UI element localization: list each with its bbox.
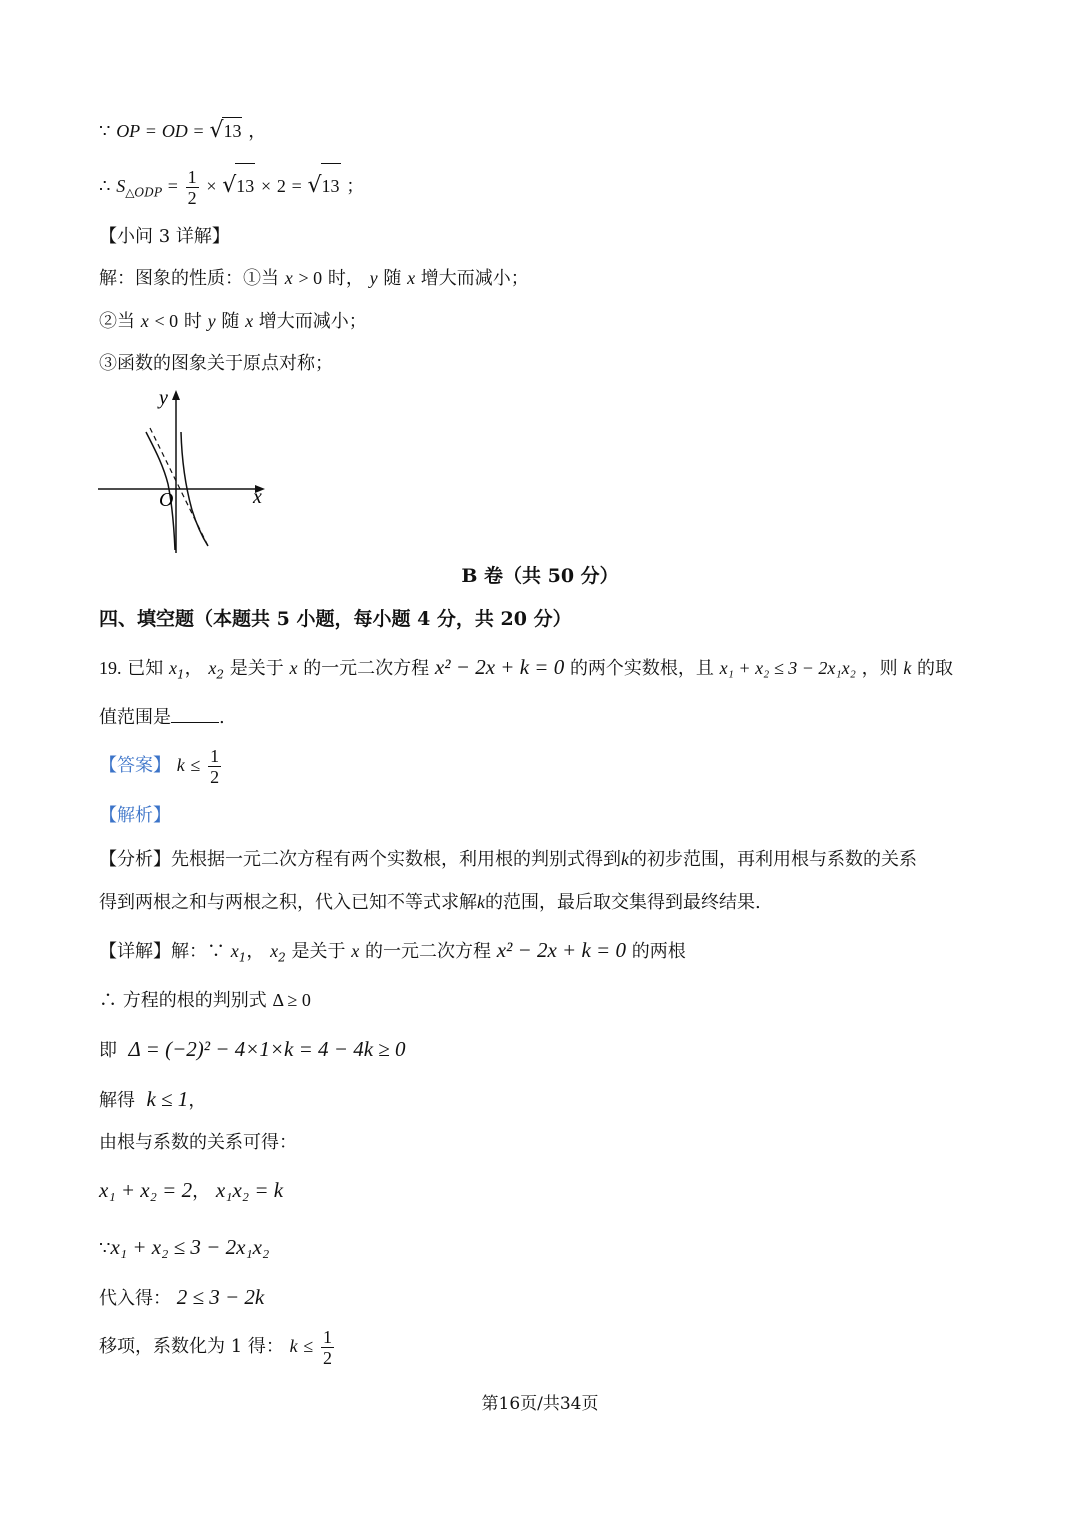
equation: x² − 2x + k = 0 bbox=[434, 655, 565, 679]
expression: x₁ + x₂ = 2 bbox=[99, 1178, 193, 1202]
text: 的取 bbox=[917, 658, 954, 679]
equals-sign: = bbox=[193, 121, 204, 141]
denominator: 2 bbox=[210, 766, 220, 787]
var-k: k bbox=[621, 849, 629, 869]
equals-sign: = bbox=[291, 176, 302, 196]
step-given bbox=[99, 1234, 269, 1262]
text: ②当 bbox=[99, 311, 135, 332]
y-axis-label: y bbox=[159, 388, 168, 409]
text: 的初步范围，再利用根与系数的关系 bbox=[629, 849, 917, 870]
le-sign: ≤ bbox=[190, 755, 201, 775]
property-line-3: ③函数的图象关于原点对称； bbox=[99, 353, 333, 374]
subquestion-3-heading: 【小问 3 详解】 bbox=[99, 226, 230, 247]
var-x2: x bbox=[208, 658, 217, 678]
fraction-half bbox=[208, 746, 221, 787]
text: 是关于 bbox=[229, 658, 284, 679]
var-k: k bbox=[289, 1336, 298, 1356]
text: 【分析】先根据一元二次方程有两个实数根，利用根的判别式得到 bbox=[99, 849, 621, 870]
sqrt-icon: √ bbox=[307, 173, 322, 198]
text: 解：图象的性质：①当 bbox=[99, 268, 279, 289]
answer-line bbox=[99, 743, 223, 788]
number-two: 2 bbox=[276, 176, 286, 196]
punctuation: ， bbox=[248, 121, 267, 142]
sqrt-icon: √ bbox=[222, 173, 237, 198]
numerator: 1 bbox=[210, 745, 220, 766]
var-x: x bbox=[289, 658, 298, 678]
subscript: 1 bbox=[176, 667, 185, 682]
expression: Δ = (−2)² − 4×1×k = 4 − 4k ≥ 0 bbox=[128, 1037, 406, 1061]
text: 随 bbox=[383, 268, 402, 289]
expression: k ≤ 1 bbox=[146, 1087, 189, 1111]
step-vieta bbox=[99, 1177, 283, 1205]
text: 的一元二次方程 bbox=[303, 658, 430, 679]
le-sign: ≤ bbox=[303, 1336, 314, 1356]
sqrt-icon: √ bbox=[209, 118, 224, 143]
text: 【详解】解：∵ bbox=[99, 941, 225, 962]
function-graph bbox=[95, 388, 275, 558]
step-discriminant bbox=[99, 987, 311, 1014]
subscript: 2 bbox=[216, 667, 224, 682]
condition: < 0 bbox=[154, 311, 179, 331]
text: 是关于 bbox=[291, 941, 346, 962]
var-k: k bbox=[176, 755, 185, 775]
text: 随 bbox=[221, 311, 240, 332]
question-19-line-2 bbox=[99, 704, 225, 731]
numerator: 1 bbox=[323, 1326, 332, 1347]
text: 解得 bbox=[99, 1090, 135, 1111]
equals-sign: = bbox=[167, 176, 178, 196]
area-symbol: S bbox=[116, 176, 126, 196]
comma: ， bbox=[188, 1090, 207, 1111]
line-area bbox=[99, 163, 364, 215]
radicand: 13 bbox=[222, 117, 242, 144]
text: 移项，系数化为 1 得： bbox=[99, 1336, 284, 1357]
fenxi-line-2 bbox=[99, 889, 761, 916]
denominator: 2 bbox=[323, 1347, 332, 1368]
expression: x₁ + x₂ ≤ 3 − 2x₁x₂ bbox=[110, 1235, 270, 1259]
step-vieta-intro: 由根与系数的关系可得： bbox=[99, 1132, 297, 1153]
text: 增大而减小； bbox=[258, 311, 367, 332]
var-k: k bbox=[477, 892, 485, 912]
radicand: 13 bbox=[235, 163, 255, 208]
line-op-od bbox=[99, 117, 266, 145]
property-line-1 bbox=[99, 265, 529, 292]
text: 时， bbox=[327, 268, 364, 289]
comma: ， bbox=[246, 941, 265, 962]
origin-label: O bbox=[159, 489, 174, 511]
var-x: x bbox=[284, 268, 293, 288]
text: 的两根 bbox=[631, 941, 686, 962]
var-x1: x bbox=[230, 941, 239, 961]
equation: x² − 2x + k = 0 bbox=[496, 938, 626, 962]
page-footer: 第16页/共34页 bbox=[481, 1394, 599, 1414]
text: 得到两根之和与两根之积，代入已知不等式求解 bbox=[99, 892, 477, 913]
text: 增大而减小； bbox=[420, 268, 529, 289]
step-substitute bbox=[99, 1284, 264, 1312]
text: ∴ 方程的根的判别式 bbox=[99, 990, 267, 1011]
equals-sign: = bbox=[145, 121, 157, 141]
condition: > 0 bbox=[298, 268, 323, 288]
fraction-half bbox=[321, 1327, 334, 1368]
subscript: 1 bbox=[238, 950, 247, 965]
times-sign: × bbox=[206, 176, 217, 196]
numerator: 1 bbox=[187, 166, 197, 187]
expression: 2 ≤ 3 − 2k bbox=[176, 1285, 265, 1309]
answer-blank bbox=[171, 704, 219, 723]
text: 代入得： bbox=[99, 1288, 171, 1309]
question-19-line-1 bbox=[99, 654, 953, 688]
var-y: y bbox=[369, 268, 378, 288]
var-x: x bbox=[351, 941, 360, 961]
part-title: 四、填空题（本题共 5 小题，每小题 4 分，共 20 分） bbox=[99, 608, 572, 630]
x-axis-label: x bbox=[253, 486, 262, 508]
area-subscript: △ODP bbox=[125, 185, 162, 200]
segment-od: OD bbox=[161, 121, 188, 141]
text: ，则 bbox=[861, 658, 898, 679]
denominator: 2 bbox=[187, 187, 197, 208]
text: 时 bbox=[183, 311, 202, 332]
var-x1: x bbox=[168, 658, 177, 678]
y-axis-arrow-icon bbox=[172, 390, 180, 400]
because-symbol: ∵ bbox=[99, 121, 111, 141]
fenxi-line-1 bbox=[99, 846, 917, 873]
analysis-tag: 【解析】 bbox=[99, 805, 171, 826]
therefore-symbol: ∴ bbox=[99, 176, 111, 196]
step-result bbox=[99, 1324, 336, 1369]
question-number: 19. bbox=[99, 658, 122, 678]
var-x: x bbox=[245, 311, 254, 331]
text: 即 bbox=[99, 1040, 117, 1061]
expression: x₁x₂ = k bbox=[215, 1178, 284, 1202]
text: 值范围是 bbox=[99, 707, 171, 728]
var-x: x bbox=[140, 311, 149, 331]
period: . bbox=[219, 707, 225, 728]
xiangjie-line bbox=[99, 937, 686, 971]
times-sign: × bbox=[260, 176, 272, 196]
step-solve-k bbox=[99, 1086, 206, 1114]
fraction-half bbox=[186, 167, 199, 208]
segment-op: OP bbox=[116, 121, 141, 141]
subscript: 2 bbox=[278, 950, 286, 965]
comma: ， bbox=[192, 1181, 211, 1202]
var-k: k bbox=[903, 658, 912, 678]
expression: Δ ≥ 0 bbox=[272, 990, 311, 1010]
var-x2: x bbox=[270, 941, 279, 961]
var-x: x bbox=[407, 268, 416, 288]
var-y: y bbox=[207, 311, 216, 331]
radicand: 13 bbox=[321, 163, 341, 208]
because-symbol: ∵ bbox=[99, 1238, 111, 1258]
section-title: B 卷（共 50 分） bbox=[461, 565, 619, 587]
text: 的一元二次方程 bbox=[364, 941, 491, 962]
text: 的两个实数根，且 bbox=[569, 658, 714, 679]
punctuation: ； bbox=[346, 176, 365, 197]
text: 已知 bbox=[127, 658, 164, 679]
property-line-2 bbox=[99, 308, 367, 335]
answer-tag: 【答案】 bbox=[99, 755, 171, 776]
inequality: x₁ + x₂ ≤ 3 − 2x₁x₂ bbox=[719, 658, 856, 678]
step-delta bbox=[99, 1036, 406, 1064]
text: 的范围，最后取交集得到最终结果. bbox=[485, 892, 761, 913]
comma: ， bbox=[184, 658, 203, 679]
